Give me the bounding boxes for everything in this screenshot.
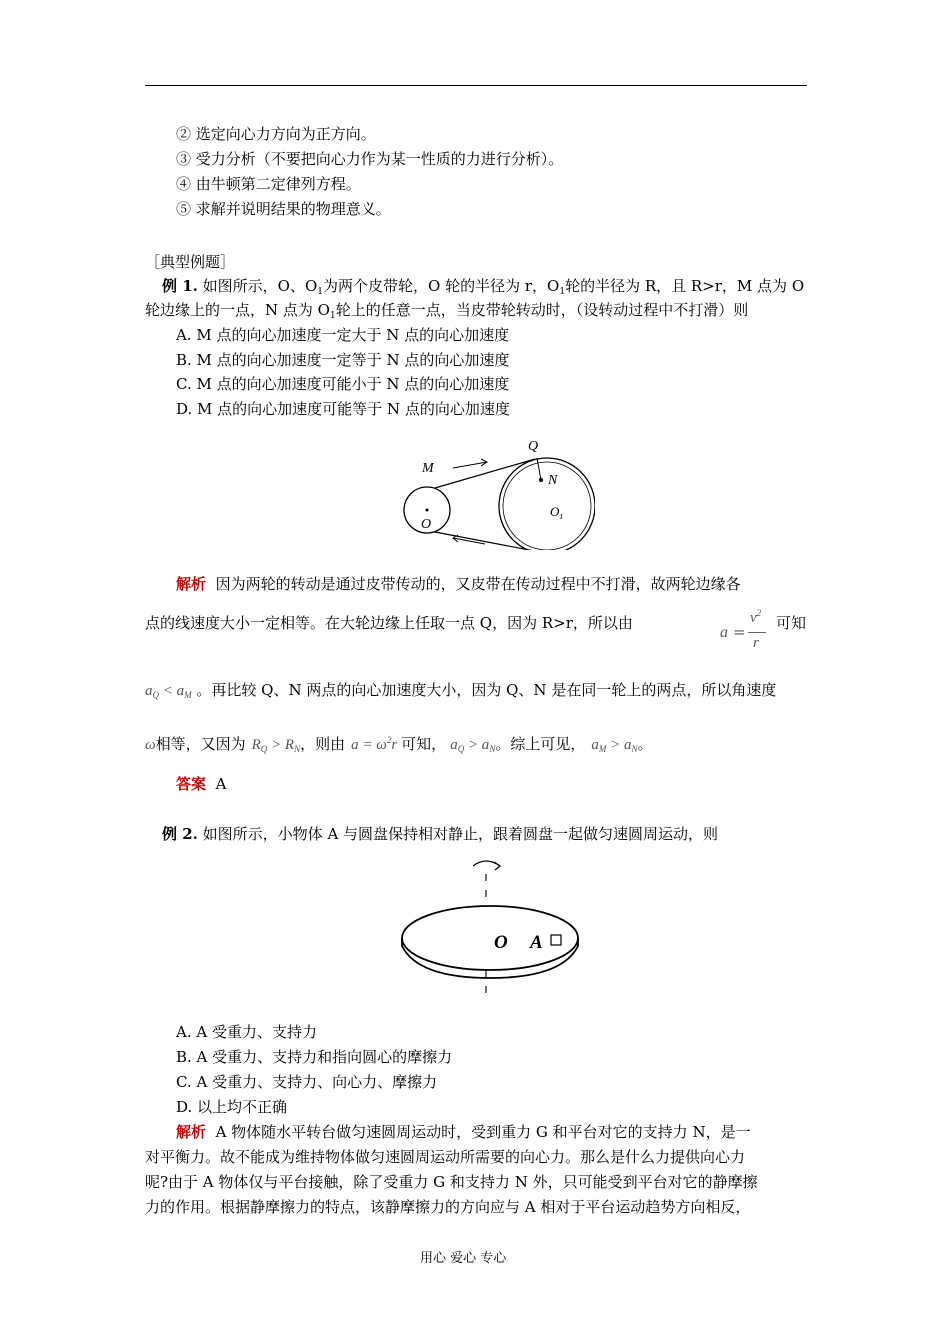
ex2-analysis-line2: 对平衡力。故不能成为维持物体做匀速圆周运动所需要的向心力。那么是什么力提供向心力	[145, 1148, 746, 1166]
ex1-option-b: B. M 点的向心加速度一定等于 N 点的向心加速度	[176, 351, 510, 369]
disk-figure	[398, 848, 584, 1006]
label-q: Q	[528, 439, 539, 454]
ex2-option-c: C. A 受重力、支持力、向心力、摩擦力	[176, 1073, 438, 1091]
section-title: ［典型例题］	[145, 253, 236, 271]
ex1-analysis-line1	[176, 574, 741, 594]
page-footer: 用心 爱心 专心	[420, 1251, 507, 1266]
ex1-text-e: 轮上的任意一点，当皮带轮转动时，（设转动过程中不打滑）则	[335, 301, 749, 319]
ex1-sub-c: 1	[329, 311, 336, 321]
ex1-text-c: 轮的半径为 R，且 R>r，M 点为 O	[565, 277, 805, 295]
label-o1-sub: 1	[559, 512, 564, 521]
ex1-answer	[176, 774, 226, 794]
label-m: M	[422, 461, 434, 476]
rotation-arrow-head	[494, 862, 500, 870]
pulley-figure	[395, 430, 595, 550]
label-o: O	[421, 517, 432, 532]
ex1-text-b: 为两个皮带轮，O 轮的半径为 r，O	[323, 277, 560, 295]
ex1-option-d: D. M 点的向心加速度可能等于 N 点的向心加速度	[176, 400, 510, 418]
label-disk-a: A	[530, 932, 543, 953]
ex1-analysis-text4d: 。综上可见，	[495, 735, 586, 753]
ex1-sub-a: 1	[317, 287, 324, 297]
ex1-option-c: C. M 点的向心加速度可能小于 N 点的向心加速度	[176, 375, 510, 393]
ex1-analysis-label: 解析	[176, 575, 207, 593]
ex2-label: 例 2.	[162, 825, 198, 843]
ex2-analysis-line4: 力的作用。根据静摩擦力的特点，该静摩擦力的方向应与 A 相对于平台运动趋势方向相反，	[145, 1198, 751, 1216]
formula-a-v2-over-r: a = $v^2$ r	[720, 608, 768, 658]
ex1-analysis-text3: 。再比较 Q、N 两点的向心加速度大小，因为 Q、N 是在同一轮上的两点，所以角速度	[196, 681, 777, 699]
belt-bottom	[435, 532, 545, 550]
ex2-option-b: B. A 受重力、支持力和指向圆心的摩擦力	[176, 1048, 453, 1066]
ex1-analysis-text4c: 可知，	[401, 735, 447, 753]
ex2-analysis-text1: A 物体随水平转台做匀速圆周运动时，受到重力 G 和平台对它的支持力 N，是一	[215, 1123, 751, 1141]
ex2-option-d: D. 以上均不正确	[176, 1098, 288, 1116]
label-disk-o: O	[494, 932, 508, 953]
ex2-analysis-line3: 呢?由于 A 物体仅与平台接触，除了受重力 G 和支持力 N 外，只可能受到平台对它的静摩擦	[145, 1173, 758, 1191]
ex1-analysis-line2-end: 可知	[776, 614, 807, 632]
ex1-analysis-text1: 因为两轮的转动是通过皮带传动的，又皮带在传动过程中不打滑，故两轮边缘各	[215, 575, 741, 593]
large-pulley	[499, 458, 595, 550]
step-5: ⑤ 求解并说明结果的物理意义。	[176, 200, 391, 218]
ex1-line2	[145, 300, 748, 326]
ex1-analysis-text4e: 。	[637, 735, 653, 753]
ex1-analysis-text4b: ，则由	[300, 735, 346, 753]
ex1-option-a: A. M 点的向心加速度一定大于 N 点的向心加速度	[176, 326, 510, 344]
label-o1-main: O	[550, 504, 560, 519]
formula-aq-gt-an: $a_Q > a_N$	[450, 737, 496, 754]
radius-line	[537, 458, 541, 480]
header-rule	[145, 85, 807, 86]
step-3: ③ 受力分析（不要把向心力作为某一性质的力进行分析）。	[176, 150, 564, 168]
ex1-label: 例 1.	[162, 277, 198, 295]
formula-a-omega2-r: $a = \omega^2r$	[351, 735, 398, 753]
ex2-analysis-line1	[176, 1122, 751, 1142]
large-pulley-inner	[503, 462, 591, 550]
ex1-text-a: 如图所示，O、O	[202, 277, 318, 295]
center-o	[426, 509, 429, 512]
ex1-answer-value: A	[215, 775, 227, 793]
ex1-sub-b: 1	[559, 287, 566, 297]
ex1-text-d: 轮边缘上的一点，N 点为 O	[145, 301, 330, 319]
ex1-analysis-line2: 点的线速度大小一定相等。在大轮边缘上任取一点 Q，因为 R>r，所以由	[145, 614, 633, 632]
object-a	[551, 935, 561, 945]
label-n: N	[548, 473, 558, 488]
label-o1	[550, 504, 563, 521]
formula-am-gt-an: $a_M > a_N$	[591, 737, 638, 754]
step-2: ② 选定向心力方向为正方向。	[176, 125, 376, 143]
point-n	[539, 478, 543, 482]
ex2-analysis-label: 解析	[176, 1123, 207, 1141]
ex2-question-text: 如图所示，小物体 A 与圆盘保持相对静止，跟着圆盘一起做匀速圆周运动，则	[202, 825, 719, 843]
ex2-question	[162, 824, 718, 844]
ex1-analysis-line3	[145, 680, 776, 705]
step-4: ④ 由牛顿第二定律列方程。	[176, 175, 361, 193]
formula-omega: ω	[145, 737, 156, 753]
ex1-answer-label: 答案	[176, 775, 207, 793]
ex1-analysis-text4a: 相等，又因为	[155, 735, 246, 753]
ex1-line1	[162, 276, 804, 302]
formula-aq-lt-am: $a_Q < a_M$	[145, 683, 192, 700]
formula-rq-gt-rn: $R_Q > R_N$	[251, 737, 301, 754]
ex1-analysis-line4	[145, 730, 653, 759]
ex2-option-a: A. A 受重力、支持力	[176, 1023, 317, 1041]
